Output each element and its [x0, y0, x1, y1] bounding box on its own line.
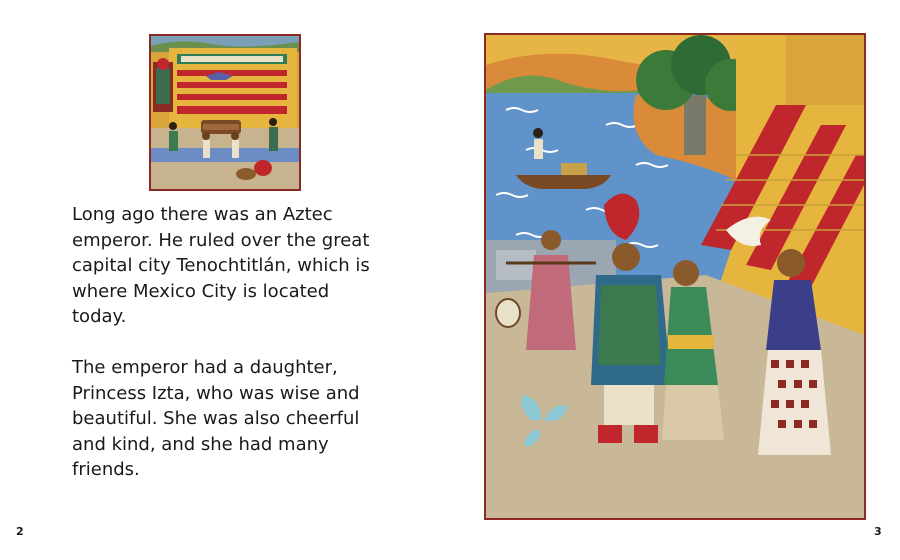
princess-izta-illustration	[484, 33, 866, 520]
paragraph-text: Long ago there was an Aztec emperor. He ruled over the great capital city Tenochtitlán, which is where Mexico City is located today.	[72, 204, 370, 328]
story-paragraph-1	[72, 202, 382, 330]
page-number-left: 2	[16, 525, 24, 538]
paragraph-text: The emperor had a daughter, Princess Izta, who was wise and beautiful. She was also cheerful and kind, and she had many friends.	[72, 357, 360, 481]
story-paragraph-2	[72, 355, 382, 483]
temple-porters-illustration	[149, 34, 301, 191]
page-number-right: 3	[874, 525, 882, 538]
